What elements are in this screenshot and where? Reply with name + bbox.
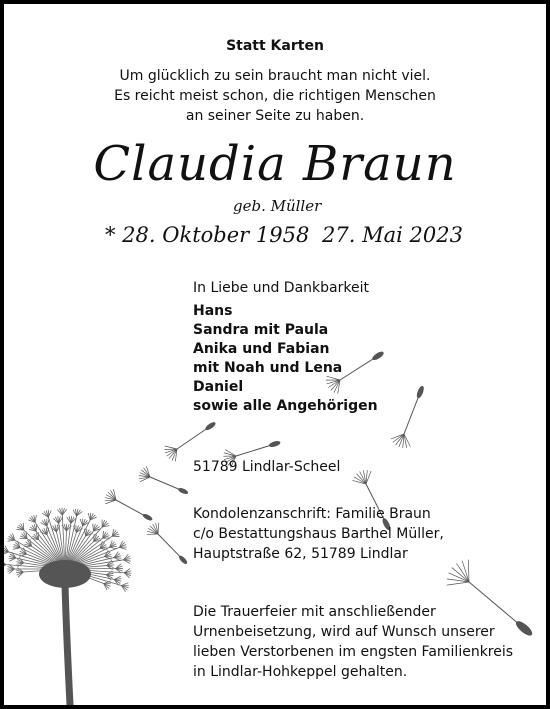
- condolence-line: c/o Bestattungshaus Barthel Müller,: [193, 526, 444, 542]
- service-line: Die Trauerfeier mit anschließender: [193, 604, 436, 620]
- family-address: 51789 Lindlar-Scheel: [193, 459, 341, 475]
- condolence-line: Hauptstraße 62, 51789 Lindlar: [193, 546, 408, 562]
- service-line: in Lindlar-Hohkeppel gehalten.: [193, 664, 408, 680]
- quote-line: Um glücklich zu sein braucht man nicht viel.: [119, 68, 431, 84]
- seed-illustration: [147, 523, 188, 565]
- family-member: Hans: [193, 303, 233, 319]
- service-info: [193, 602, 513, 682]
- deceased-name: Claudia Braun: [93, 136, 457, 192]
- death-date: 27. Mai 2023: [322, 223, 463, 247]
- family-list: [193, 302, 378, 416]
- family-member: Sandra mit Paula: [193, 322, 329, 338]
- family-member: Daniel: [193, 379, 244, 395]
- heading: Statt Karten: [226, 38, 324, 54]
- seed-illustration: [391, 386, 425, 448]
- thanks-line: In Liebe und Dankbarkeit: [193, 280, 369, 296]
- seed-illustration: [105, 489, 153, 521]
- family-member: Anika und Fabian: [193, 341, 330, 357]
- condolence-address: [193, 504, 444, 564]
- quote-line: Es reicht meist schon, die richtigen Menschen: [114, 88, 436, 104]
- birth-date: * 28. Oktober 1958: [105, 223, 310, 247]
- seed-illustration: [139, 466, 188, 494]
- condolence-line: Kondolenzanschrift: Familie Braun: [193, 506, 431, 522]
- maiden-name: geb. Müller: [233, 197, 322, 215]
- seed-illustration: [164, 421, 216, 461]
- service-line: Urnenbeisetzung, wird auf Wunsch unserer: [193, 624, 495, 640]
- quote: [4, 66, 546, 126]
- quote-line: an seiner Seite zu haben.: [185, 108, 365, 124]
- family-member: mit Noah und Lena: [193, 360, 343, 376]
- obituary-notice: [4, 4, 546, 705]
- service-line: lieben Verstorbenen im engsten Familienkreis: [193, 644, 514, 660]
- family-member: sowie alle Angehörigen: [193, 398, 378, 414]
